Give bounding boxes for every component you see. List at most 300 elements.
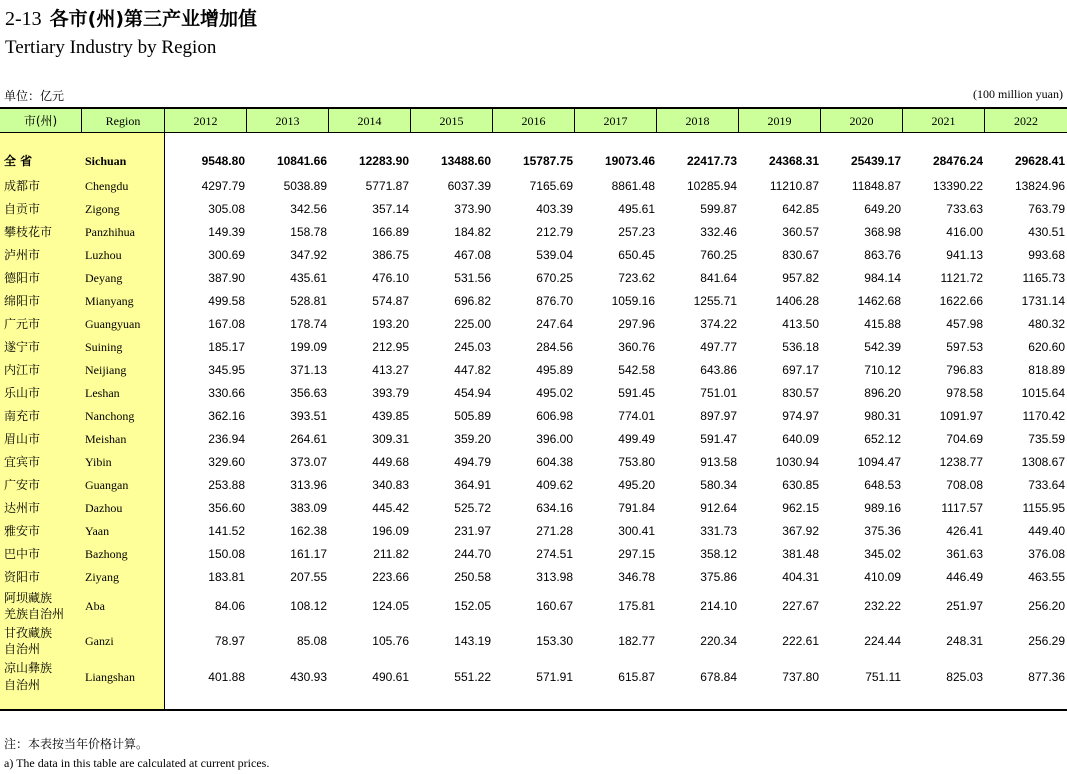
table-row (0, 221, 1067, 243)
value-cell-2015: 152.05 (454, 599, 491, 613)
table-title-cn (5, 4, 257, 31)
value-cell-2021: 978.58 (946, 386, 983, 400)
value-cell-2017: 615.87 (618, 670, 655, 684)
value-cell-2019: 642.85 (782, 202, 819, 216)
table-title-cn-text: 各市(州)第三产业增加值 (49, 8, 258, 30)
value-cell-2015: 143.19 (454, 634, 491, 648)
value-cell-2019: 227.67 (782, 599, 819, 613)
value-cell-2022: 1731.14 (1021, 294, 1065, 308)
value-cell-2020: 368.98 (864, 225, 901, 239)
value-cell-2015: 551.22 (454, 670, 491, 684)
table-row (0, 660, 1067, 694)
value-cell-2019: 630.85 (782, 478, 819, 492)
table-row (0, 359, 1067, 381)
value-cell-2014: 309.31 (372, 432, 409, 446)
value-cell-2014: 124.05 (372, 599, 409, 613)
value-cell-2017: 495.61 (618, 202, 655, 216)
value-cell-2012: 150.08 (208, 547, 245, 561)
value-cell-2020: 25439.17 (850, 154, 901, 168)
region-name-en: Ziyang (85, 570, 119, 584)
value-cell-2013: 264.61 (290, 432, 327, 446)
region-name-cn: 绵阳市 (4, 294, 41, 308)
value-cell-2016: 313.98 (536, 570, 573, 584)
value-cell-2018: 580.34 (700, 478, 737, 492)
value-cell-2020: 863.76 (864, 248, 901, 262)
value-cell-2016: 271.28 (536, 524, 573, 538)
value-cell-2019: 413.50 (782, 317, 819, 331)
value-cell-2013: 371.13 (290, 363, 327, 377)
header-year-2017: 2017 (575, 109, 657, 133)
value-cell-2020: 410.09 (864, 570, 901, 584)
region-name-cn: 达州市 (4, 501, 41, 515)
value-cell-2014: 386.75 (372, 248, 409, 262)
value-cell-2012: 329.60 (208, 455, 245, 469)
value-cell-2018: 760.25 (700, 248, 737, 262)
region-name-cn: 乐山市 (4, 386, 41, 400)
value-cell-2016: 634.16 (536, 501, 573, 515)
value-cell-2012: 84.06 (214, 599, 245, 613)
value-cell-2018: 358.12 (700, 547, 737, 561)
value-cell-2020: 375.36 (864, 524, 901, 538)
value-cell-2012: 305.08 (208, 202, 245, 216)
value-cell-2017: 774.01 (618, 409, 655, 423)
value-cell-2019: 11210.87 (769, 179, 819, 193)
value-cell-2013: 178.74 (290, 317, 327, 331)
value-cell-2014: 476.10 (372, 271, 409, 285)
value-cell-2012: 167.08 (208, 317, 245, 331)
value-cell-2012: 149.39 (208, 225, 245, 239)
region-name-cn: 自贡市 (4, 202, 41, 216)
value-cell-2022: 256.29 (1028, 634, 1065, 648)
value-cell-2013: 393.51 (290, 409, 327, 423)
region-name-en: Neijiang (85, 363, 127, 377)
table-bottom-rule (0, 709, 1067, 711)
value-cell-2014: 211.82 (373, 547, 409, 561)
value-cell-2014: 445.42 (372, 501, 409, 515)
header-year-2012: 2012 (165, 109, 247, 133)
value-cell-2022: 877.36 (1028, 670, 1065, 684)
value-cell-2016: 495.02 (536, 386, 573, 400)
value-cell-2015: 505.89 (454, 409, 491, 423)
value-cell-2020: 648.53 (864, 478, 901, 492)
header-year-2022: 2022 (1014, 114, 1038, 128)
region-name-cn (4, 660, 52, 694)
value-cell-2013: 162.38 (290, 524, 327, 538)
value-cell-2012: 185.17 (208, 340, 245, 354)
value-cell-2017: 297.15 (618, 547, 655, 561)
value-cell-2021: 248.31 (946, 634, 983, 648)
value-cell-2021: 708.08 (946, 478, 983, 492)
region-name-en: Panzhihua (85, 225, 135, 239)
value-cell-2022: 1170.42 (1022, 409, 1065, 423)
value-cell-2018: 220.34 (700, 634, 737, 648)
value-cell-2018: 751.01 (700, 386, 737, 400)
region-name-cn-line: 自治州 (4, 678, 41, 692)
value-cell-2016: 604.38 (536, 455, 573, 469)
table-row (0, 382, 1067, 404)
value-cell-2019: 536.18 (782, 340, 819, 354)
value-cell-2021: 457.98 (946, 317, 983, 331)
region-name-en: Leshan (85, 386, 120, 400)
region-name-en: Deyang (85, 271, 123, 285)
region-name-en: Chengdu (85, 179, 129, 193)
value-cell-2012: 345.95 (208, 363, 245, 377)
value-cell-2017: 19073.46 (604, 154, 655, 168)
value-cell-2021: 796.83 (946, 363, 983, 377)
value-cell-2016: 876.70 (536, 294, 573, 308)
region-name-cn-line: 自治州 (4, 642, 41, 656)
value-cell-2012: 356.60 (208, 501, 245, 515)
value-cell-2021: 361.63 (946, 547, 983, 561)
value-cell-2016: 153.30 (536, 634, 573, 648)
value-cell-2022: 480.32 (1028, 317, 1065, 331)
region-name-cn: 广元市 (4, 317, 41, 331)
table-row (0, 497, 1067, 519)
value-cell-2016: 409.62 (536, 478, 573, 492)
value-cell-2014: 439.85 (372, 409, 409, 423)
value-cell-2014: 490.61 (372, 670, 409, 684)
value-cell-2015: 250.58 (454, 570, 491, 584)
value-cell-2013: 85.08 (296, 634, 327, 648)
value-cell-2014: 212.95 (372, 340, 409, 354)
footnote-en: a) The data in this table are calculated at current prices. (4, 756, 270, 770)
value-cell-2013: 528.81 (290, 294, 327, 308)
region-name-cn-line: 甘孜藏族 (4, 626, 53, 640)
value-cell-2017: 753.80 (618, 455, 655, 469)
value-cell-2017: 591.45 (618, 386, 655, 400)
value-cell-2019: 697.17 (782, 363, 819, 377)
value-cell-2013: 199.09 (290, 340, 327, 354)
value-cell-2013: 161.17 (290, 547, 327, 561)
region-name-en: Guangan (85, 478, 129, 492)
table-row (0, 566, 1067, 588)
value-cell-2020: 710.12 (864, 363, 901, 377)
value-cell-2015: 184.82 (454, 225, 491, 239)
value-cell-2016: 247.64 (536, 317, 573, 331)
value-cell-2019: 404.31 (782, 570, 819, 584)
value-cell-2018: 599.87 (700, 202, 737, 216)
value-cell-2016: 539.04 (536, 248, 573, 262)
value-cell-2019: 962.15 (782, 501, 819, 515)
value-cell-2020: 652.12 (864, 432, 901, 446)
table-row (0, 520, 1067, 542)
value-cell-2020: 1094.47 (857, 455, 901, 469)
value-cell-2016: 15787.75 (522, 154, 573, 168)
value-cell-2022: 1308.67 (1021, 455, 1065, 469)
value-cell-2019: 830.57 (782, 386, 819, 400)
value-cell-2021: 1117.57 (941, 501, 983, 515)
value-cell-2017: 175.81 (618, 599, 655, 613)
value-cell-2012: 253.88 (208, 478, 245, 492)
value-cell-2021: 1091.97 (939, 409, 983, 423)
value-cell-2017: 650.45 (618, 248, 655, 262)
value-cell-2019: 974.97 (782, 409, 819, 423)
value-cell-2013: 342.56 (290, 202, 327, 216)
value-cell-2016: 403.39 (536, 202, 573, 216)
header-year-2015: 2015 (411, 109, 493, 133)
value-cell-2017: 8861.48 (611, 179, 655, 193)
value-cell-2018: 643.86 (700, 363, 737, 377)
value-cell-2018: 331.73 (700, 524, 737, 538)
table-row (0, 313, 1067, 335)
header-year-2013: 2013 (247, 109, 329, 133)
value-cell-2019: 737.80 (782, 670, 819, 684)
table-row (0, 474, 1067, 496)
value-cell-2018: 214.10 (700, 599, 737, 613)
value-cell-2013: 347.92 (290, 248, 327, 262)
value-cell-2013: 207.55 (290, 570, 327, 584)
value-cell-2017: 346.78 (618, 570, 655, 584)
unit-label-cn: 单位：亿元 (4, 89, 65, 103)
value-cell-2020: 11848.87 (851, 179, 901, 193)
region-name-en: Ganzi (85, 634, 114, 648)
value-cell-2021: 1121.72 (940, 271, 983, 285)
value-cell-2012: 499.58 (208, 294, 245, 308)
value-cell-2022: 733.64 (1028, 478, 1065, 492)
value-cell-2015: 245.03 (454, 340, 491, 354)
table-row (0, 290, 1067, 312)
value-cell-2021: 13390.22 (932, 179, 983, 193)
value-cell-2020: 224.44 (864, 634, 901, 648)
region-name-cn: 成都市 (4, 179, 41, 193)
region-name-en: Aba (85, 599, 105, 613)
value-cell-2022: 1155.95 (1022, 501, 1065, 515)
value-cell-2020: 345.02 (864, 547, 901, 561)
value-cell-2015: 467.08 (454, 248, 491, 262)
region-name-cn: 全 省 (4, 154, 33, 168)
value-cell-2019: 830.67 (782, 248, 819, 262)
value-cell-2015: 447.82 (454, 363, 491, 377)
header-region-cn: 市(州) (0, 109, 82, 133)
value-cell-2015: 531.56 (454, 271, 491, 285)
table-row (0, 198, 1067, 220)
value-cell-2014: 5771.87 (365, 179, 409, 193)
table-row (0, 451, 1067, 473)
value-cell-2019: 1406.28 (775, 294, 819, 308)
value-cell-2022: 449.40 (1028, 524, 1065, 538)
value-cell-2018: 22417.73 (686, 154, 737, 168)
value-cell-2018: 912.64 (700, 501, 737, 515)
unit-label-en: (100 million yuan) (973, 87, 1063, 101)
region-name-en: Yaan (85, 524, 110, 538)
value-cell-2017: 300.41 (618, 524, 655, 538)
value-cell-2017: 791.84 (618, 501, 655, 515)
value-cell-2019: 360.57 (782, 225, 819, 239)
value-cell-2021: 1238.77 (939, 455, 983, 469)
region-name-en: Meishan (85, 432, 127, 446)
value-cell-2019: 957.82 (782, 271, 819, 285)
region-name-en: Zigong (85, 202, 120, 216)
header-year-2019: 2019 (739, 109, 821, 133)
value-cell-2012: 387.90 (208, 271, 245, 285)
table-title-en: Tertiary Industry by Region (5, 37, 217, 58)
value-cell-2013: 430.93 (290, 670, 327, 684)
value-cell-2019: 222.61 (782, 634, 819, 648)
value-cell-2022: 29628.41 (1014, 154, 1065, 168)
value-cell-2018: 497.77 (700, 340, 737, 354)
region-name-en: Bazhong (85, 547, 128, 561)
value-cell-2022: 735.59 (1028, 432, 1065, 446)
region-name-cn: 遂宁市 (4, 340, 41, 354)
value-cell-2020: 989.16 (864, 501, 901, 515)
value-cell-2019: 1030.94 (775, 455, 819, 469)
value-cell-2013: 435.61 (290, 271, 327, 285)
value-cell-2017: 257.23 (618, 225, 655, 239)
value-cell-2022: 376.08 (1028, 547, 1065, 561)
value-cell-2021: 251.97 (946, 599, 983, 613)
value-cell-2018: 374.22 (700, 317, 737, 331)
value-cell-2014: 196.09 (372, 524, 409, 538)
value-cell-2020: 1462.68 (857, 294, 901, 308)
value-cell-2012: 362.16 (208, 409, 245, 423)
value-cell-2018: 841.64 (700, 271, 737, 285)
value-cell-2018: 913.58 (700, 455, 737, 469)
value-cell-2018: 375.86 (700, 570, 737, 584)
value-cell-2021: 597.53 (946, 340, 983, 354)
table-row (0, 405, 1067, 427)
value-cell-2022: 620.60 (1028, 340, 1065, 354)
value-cell-2019: 24368.31 (768, 154, 819, 168)
value-cell-2020: 232.22 (864, 599, 901, 613)
region-name-cn: 眉山市 (4, 432, 41, 446)
value-cell-2014: 357.14 (372, 202, 409, 216)
value-cell-2015: 244.70 (454, 547, 491, 561)
value-cell-2022: 256.20 (1028, 599, 1065, 613)
value-cell-2017: 182.77 (618, 634, 655, 648)
value-cell-2014: 223.66 (372, 570, 409, 584)
value-cell-2018: 678.84 (700, 670, 737, 684)
value-cell-2019: 640.09 (782, 432, 819, 446)
value-cell-2015: 525.72 (454, 501, 491, 515)
value-cell-2017: 723.62 (618, 271, 655, 285)
region-name-cn: 内江市 (4, 363, 41, 377)
region-name-cn-line: 阿坝藏族 (4, 591, 53, 605)
value-cell-2021: 426.41 (946, 524, 983, 538)
table-row (0, 336, 1067, 358)
footnote-cn: 注：本表按当年价格计算。 (4, 737, 149, 751)
region-name-cn: 资阳市 (4, 570, 41, 584)
value-cell-2012: 9548.80 (201, 154, 245, 168)
value-cell-2022: 763.79 (1028, 202, 1065, 216)
region-name-en: Dazhou (85, 501, 123, 515)
region-name-cn: 宜宾市 (4, 455, 41, 469)
value-cell-2012: 78.97 (214, 634, 245, 648)
region-name-en: Suining (85, 340, 123, 354)
region-name-en: Nanchong (85, 409, 135, 423)
value-cell-2020: 751.11 (865, 670, 901, 684)
region-name-en: Sichuan (85, 154, 127, 168)
value-cell-2014: 12283.90 (358, 154, 409, 168)
value-cell-2020: 542.39 (864, 340, 901, 354)
value-cell-2016: 606.98 (536, 409, 573, 423)
value-cell-2016: 212.79 (536, 225, 573, 239)
value-cell-2013: 5038.89 (283, 179, 327, 193)
region-name-cn-line: 凉山彝族 (4, 661, 53, 675)
value-cell-2021: 416.00 (946, 225, 983, 239)
region-name-en: Liangshan (85, 670, 135, 684)
header-year-2014: 2014 (329, 109, 411, 133)
value-cell-2017: 542.58 (618, 363, 655, 377)
value-cell-2013: 158.78 (290, 225, 327, 239)
value-cell-2013: 10841.66 (276, 154, 327, 168)
table-row (0, 175, 1067, 197)
value-cell-2015: 364.91 (454, 478, 491, 492)
region-name-cn (4, 590, 64, 622)
value-cell-2021: 1622.66 (939, 294, 983, 308)
region-name-cn: 泸州市 (4, 248, 41, 262)
value-cell-2016: 571.91 (536, 670, 573, 684)
value-cell-2013: 383.09 (290, 501, 327, 515)
value-cell-2016: 160.67 (536, 599, 573, 613)
value-cell-2021: 733.63 (946, 202, 983, 216)
value-cell-2015: 6037.39 (447, 179, 491, 193)
value-cell-2016: 7165.69 (529, 179, 573, 193)
table-header (0, 107, 1067, 133)
value-cell-2013: 313.96 (290, 478, 327, 492)
value-cell-2012: 4297.79 (201, 179, 245, 193)
table-row (0, 267, 1067, 289)
region-name-en: Guangyuan (85, 317, 141, 331)
value-cell-2012: 183.81 (208, 570, 245, 584)
value-cell-2012: 401.88 (208, 670, 245, 684)
value-cell-2012: 141.52 (208, 524, 245, 538)
value-cell-2022: 13824.96 (1014, 179, 1065, 193)
value-cell-2021: 28476.24 (932, 154, 983, 168)
header-year-2018: 2018 (657, 109, 739, 133)
header-year-2021: 2021 (903, 109, 985, 133)
value-cell-2016: 495.89 (536, 363, 573, 377)
value-cell-2022: 430.51 (1028, 225, 1065, 239)
value-cell-2018: 10285.94 (686, 179, 737, 193)
value-cell-2020: 980.31 (864, 409, 901, 423)
value-cell-2021: 941.13 (946, 248, 983, 262)
value-cell-2020: 649.20 (864, 202, 901, 216)
value-cell-2020: 984.14 (864, 271, 901, 285)
value-cell-2022: 818.89 (1028, 363, 1065, 377)
value-cell-2019: 381.48 (782, 547, 819, 561)
value-cell-2018: 591.47 (700, 432, 737, 446)
region-name-cn-line: 羌族自治州 (4, 607, 65, 621)
value-cell-2015: 13488.60 (440, 154, 491, 168)
value-cell-2017: 297.96 (618, 317, 655, 331)
value-cell-2014: 393.79 (372, 386, 409, 400)
value-cell-2015: 696.82 (454, 294, 491, 308)
value-cell-2021: 704.69 (946, 432, 983, 446)
header-region-en: Region (82, 109, 165, 133)
value-cell-2015: 225.00 (454, 317, 491, 331)
value-cell-2015: 373.90 (454, 202, 491, 216)
value-cell-2022: 1015.64 (1021, 386, 1065, 400)
table-row (0, 244, 1067, 266)
value-cell-2015: 359.20 (454, 432, 491, 446)
value-cell-2014: 574.87 (372, 294, 409, 308)
value-cell-2014: 413.27 (372, 363, 409, 377)
value-cell-2022: 463.55 (1028, 570, 1065, 584)
table-row (0, 590, 1067, 622)
value-cell-2014: 166.89 (372, 225, 409, 239)
region-name-cn: 雅安市 (4, 524, 41, 538)
table-row (0, 625, 1067, 657)
value-cell-2013: 356.63 (290, 386, 327, 400)
header-year-2020: 2020 (821, 109, 903, 133)
value-cell-2016: 396.00 (536, 432, 573, 446)
value-cell-2014: 193.20 (372, 317, 409, 331)
value-cell-2021: 825.03 (946, 670, 983, 684)
value-cell-2014: 449.68 (372, 455, 409, 469)
value-cell-2014: 340.83 (372, 478, 409, 492)
region-name-en: Yibin (85, 455, 112, 469)
value-cell-2013: 373.07 (290, 455, 327, 469)
